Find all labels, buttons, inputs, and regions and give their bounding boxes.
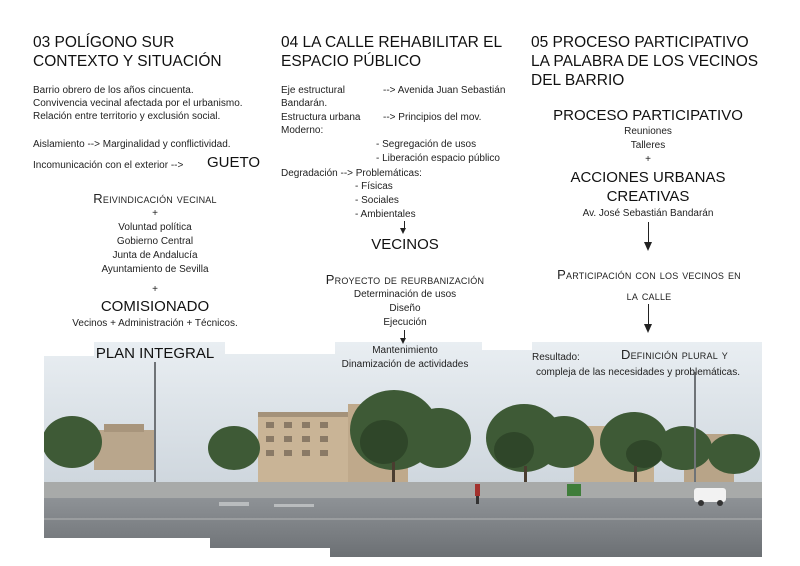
col3-participacion-2: la calle — [626, 288, 672, 303]
col1-plus-1: + — [152, 208, 158, 219]
col1-list-1: Voluntad política — [118, 222, 192, 233]
col2-mantenimiento: Mantenimiento — [372, 345, 438, 356]
col1-aislamiento: Aislamiento --> Marginalidad y conflictividad. — [33, 139, 231, 150]
col2-liberacion: - Liberación espacio público — [376, 153, 500, 164]
col1-heading-line1: 03 POLÍGONO SUR — [33, 34, 175, 51]
col1-list-2: Gobierno Central — [116, 236, 194, 247]
col3-heading-line2: LA PALABRA DE LOS VECINOS — [531, 53, 759, 70]
col2-vecinos: VECINOS — [371, 236, 439, 253]
col2-heading-line2: ESPACIO PÚBLICO — [281, 53, 422, 70]
col3-compleja: compleja de las necesidades y problemáticas. — [536, 367, 740, 378]
collage-mask-bottom-left — [44, 538, 210, 557]
col2-arrow-1-head — [400, 228, 406, 234]
col2-estructura-cont: Moderno: — [281, 125, 324, 136]
col3-definicion: Definición plural y — [621, 347, 728, 362]
col3-proceso: PROCESO PARTICIPATIVO — [553, 107, 743, 124]
col1-gueto: GUETO — [207, 154, 261, 171]
col2-prob-1: - Físicas — [355, 181, 393, 192]
col1-intro-2: Convivencia vecinal afectada por el urbanismo. — [33, 98, 243, 109]
col3-talleres: Talleres — [630, 140, 666, 151]
col1-plan-integral: PLAN INTEGRAL — [95, 345, 215, 362]
col3-arrow-1-head — [644, 242, 652, 251]
col1-comisionado-desc: Vecinos + Administración + Técnicos. — [72, 318, 238, 329]
col3-resultado-label: Resultado: — [532, 352, 580, 363]
col2-estructura-label: Estructura urbana — [281, 112, 361, 123]
col2-heading-line1: 04 LA CALLE REHABILITAR EL — [281, 34, 503, 51]
col3-participacion-1: Participación con los vecinos en — [557, 267, 741, 282]
col3-reuniones: Reuniones — [624, 126, 672, 137]
col2-estructura-value: --> Principios del mov. — [383, 112, 482, 123]
col2-dinamizacion: Dinamización de actividades — [341, 359, 469, 370]
col3-heading-line1: 05 PROCESO PARTICIPATIVO — [531, 34, 749, 51]
col3-plus: + — [645, 154, 651, 165]
col3-arrow-1-line — [648, 222, 649, 244]
col3-arrow-2-line — [648, 304, 649, 326]
col1-comisionado: COMISIONADO — [100, 298, 210, 315]
col1-incomunicacion: Incomunicación con el exterior --> — [33, 160, 184, 171]
collage-mask-bottom-mid — [210, 548, 330, 557]
col2-eje-cont: Bandarán. — [281, 98, 328, 109]
col2-step-1: Determinación de usos — [353, 289, 457, 300]
col3-arrow-2-head — [644, 324, 652, 333]
col1-heading-line2: CONTEXTO Y SITUACIÓN — [33, 53, 222, 70]
col3-avenida: Av. José Sebastián Bandarán — [582, 208, 714, 219]
col2-step-2: Diseño — [389, 303, 421, 314]
col3-acciones-2: CREATIVAS — [606, 188, 690, 205]
col2-prob-2: - Sociales — [355, 195, 399, 206]
col1-intro-3: Relación entre territorio y exclusión social. — [33, 111, 221, 122]
col1-reivindicacion: Reivindicación vecinal — [93, 191, 217, 206]
col1-plus-2: + — [152, 284, 158, 295]
col1-list-3: Junta de Andalucía — [112, 250, 198, 261]
col2-eje-value: --> Avenida Juan Sebastián — [383, 85, 506, 96]
col2-eje-label: Eje estructural — [281, 85, 345, 96]
col2-degradacion: Degradación --> Problemáticas: — [281, 168, 422, 179]
col2-step-3: Ejecución — [383, 317, 427, 328]
col2-prob-3: - Ambientales — [355, 209, 416, 220]
col2-segregacion: - Segregación de usos — [376, 139, 477, 150]
col1-intro-1: Barrio obrero de los años cincuenta. — [33, 85, 194, 96]
col3-acciones-1: ACCIONES URBANAS — [570, 169, 726, 186]
col2-proyecto: Proyecto de reurbanización — [325, 272, 485, 287]
col1-list-4: Ayuntamiento de Sevilla — [101, 264, 209, 275]
col3-heading-line3: DEL BARRIO — [531, 72, 625, 89]
